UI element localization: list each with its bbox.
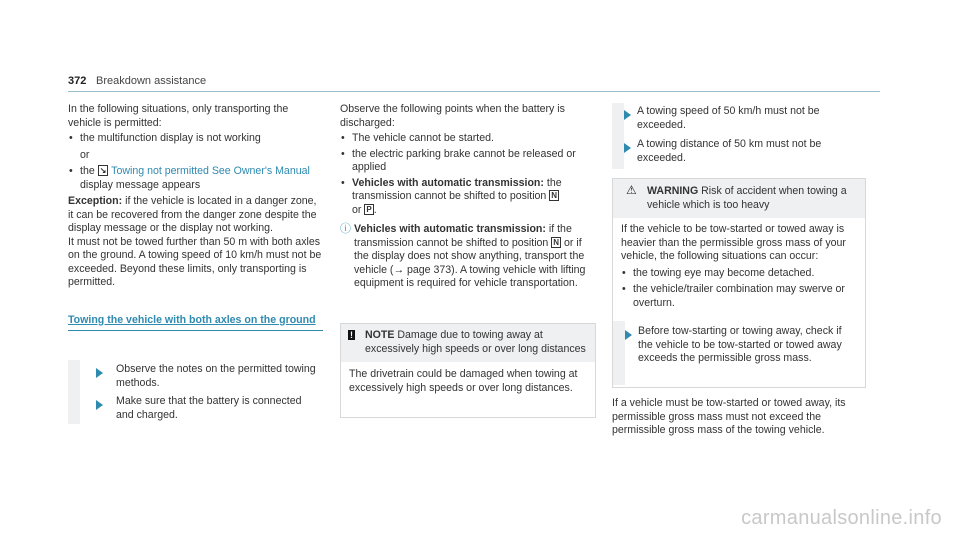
info-text-2: or if the display does not show anything, transport the vehicle (→ page 373). A towing vehicle with lifting equipment is required for vehicle transportation. xyxy=(354,236,586,289)
bullet-display-not-working xyxy=(68,132,323,146)
towing-message-link[interactable]: Towing not permitted See Owner's Manual xyxy=(111,165,310,177)
gear-p-icon: P xyxy=(366,204,372,214)
bullet-text: The vehicle cannot be started. xyxy=(352,132,494,144)
section-heading xyxy=(68,314,323,332)
column-middle xyxy=(340,103,595,291)
page-title: Breakdown assistance xyxy=(96,75,207,87)
step-observe-notes: Observe the notes on the permitted towing methods. xyxy=(116,363,316,389)
or-text: or xyxy=(352,203,362,216)
bullet-text: the vehicle/trailer combination may swerve or overturn. xyxy=(633,283,845,309)
note-body: The drivetrain could be damaged when towing at excessively high speeds or over long distances. xyxy=(349,368,578,394)
warning-header xyxy=(613,179,865,218)
step-arrow-icon xyxy=(96,368,103,378)
note-label: NOTE xyxy=(365,329,395,341)
intro-text: In the following situations, only transporting the vehicle is permitted: xyxy=(68,103,289,129)
step-arrow-icon xyxy=(625,330,632,340)
step-distance-limit: A towing distance of 50 km must not be exceeded. xyxy=(637,138,822,164)
step-bar xyxy=(68,360,80,424)
bullet-post: display message appears xyxy=(80,178,201,191)
warning-step: Before tow-starting or towing away, check if the vehicle to be tow-started or towed away exceeds the permissible gross mass. xyxy=(638,325,842,364)
gear-n-icon: N xyxy=(553,237,560,247)
bullet-parking-brake xyxy=(340,148,595,175)
info-label: Vehicles with automatic transmission: xyxy=(354,223,546,235)
note-header xyxy=(341,324,595,362)
bullet-text: the electric parking brake cannot be released or applied xyxy=(352,147,576,173)
step-bar xyxy=(613,321,625,385)
page-number: 372 xyxy=(68,75,87,87)
warning-bullet-swerve xyxy=(621,283,857,310)
step-speed-limit: A towing speed of 50 km/h must not be exceeded. xyxy=(637,105,820,131)
warning-bullet-eye xyxy=(621,267,857,281)
bullet-text: the multifunction display is not working xyxy=(80,132,261,144)
step-arrow-icon xyxy=(96,400,103,410)
step-bar xyxy=(612,103,624,169)
step-arrow-icon xyxy=(624,110,631,120)
warning-body xyxy=(613,218,865,310)
bullet-automatic: • Vehicles with automatic transmission: the transmission cannot be shifted to position N or P . xyxy=(340,177,595,218)
exception-text: if the vehicle is located in a danger zone, it can be recovered from the danger zone despite the display message or the display not working. xyxy=(68,195,317,234)
bullet-text: the towing eye may become detached. xyxy=(633,266,815,279)
warning-box xyxy=(612,178,866,388)
final-paragraph: If a vehicle must be tow-started or towed away, its permissible gross mass must not exceed the permissible gross mass of the towing vehicle. xyxy=(612,397,846,436)
info-icon: ⓘ xyxy=(340,223,351,235)
warning-triangle-icon: ⚠ xyxy=(626,183,637,197)
info-text: if the transmission cannot be shifted to position xyxy=(354,223,572,249)
exception-paragraph xyxy=(68,195,323,236)
section-heading-text[interactable]: Towing the vehicle with both axles on the ground xyxy=(68,313,316,326)
note-box xyxy=(340,323,596,418)
warning-label: WARNING xyxy=(647,185,699,197)
automatic-label: Vehicles with automatic transmission: xyxy=(352,176,544,189)
towing-not-permitted-icon: ↘ xyxy=(99,166,107,175)
bullet-cannot-start xyxy=(340,132,595,146)
battery-intro: Observe the following points when the battery is discharged: xyxy=(340,103,565,129)
note-icon: ! xyxy=(350,330,353,340)
step-arrow-icon xyxy=(624,143,631,153)
automatic-text: the transmission cannot be shifted to position xyxy=(352,176,562,202)
step-battery-connected: Make sure that the battery is connected and charged. xyxy=(116,395,302,421)
or-text: or xyxy=(80,148,90,161)
exception-label: Exception: xyxy=(68,195,123,207)
bullet-pre: the xyxy=(80,165,95,177)
watermark: carmanualsonline.info xyxy=(741,506,942,529)
note-title: Damage due to towing away at excessively high speeds or over long distances xyxy=(365,329,586,355)
column-left xyxy=(68,103,323,331)
gear-n-icon: N xyxy=(551,191,558,200)
info-paragraph xyxy=(340,223,595,291)
bullet-display-message xyxy=(68,165,323,192)
distance-paragraph: It must not be towed further than 50 m with both axles on the ground. A towing speed of 10 km/h must not be exceeded. Beyond these limits, only transporting is permitted. xyxy=(68,235,322,288)
warning-title: Risk of accident when towing a vehicle which is too heavy xyxy=(647,185,847,211)
warning-text: If the vehicle to be tow-started or towed away is heavier than the permissible gross mass of your vehicle, the following situations can occur: xyxy=(621,223,846,262)
header-divider xyxy=(68,91,880,92)
